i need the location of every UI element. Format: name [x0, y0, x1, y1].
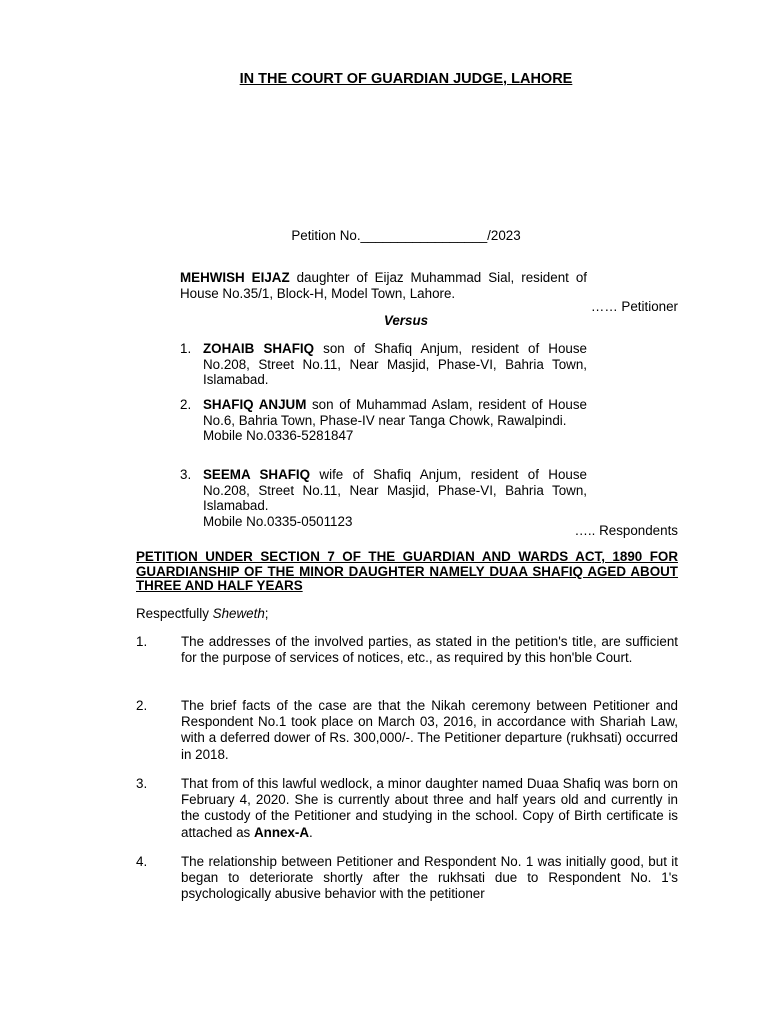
respondent-details: son of Shafiq Anjum, resident of House No.208, Street No.11, Near Masjid, Phase-VI, Bahria Town, Islamabad. — [203, 341, 587, 387]
petitioner-name: MEHWISH EIJAZ — [180, 270, 290, 285]
paragraph — [136, 776, 678, 841]
petitioner-block — [180, 270, 587, 301]
versus-label: Versus — [383, 313, 429, 328]
salutation-prefix: Respectfully — [136, 606, 213, 621]
respondent-name: ZOHAIB SHAFIQ — [203, 341, 315, 356]
paragraph-text: The brief facts of the case are that the Nikah ceremony between Petitioner and Respondent No.1 took place on March 03, 2016, in accordance with Shariah Law, with a deferred dower of Rs. 300,000/-. The Petitioner departure (rukhsati) occurred in 2018. — [181, 698, 678, 762]
respondent-number: 3. — [180, 467, 192, 482]
respondent-name: SEEMA SHAFIQ — [203, 467, 311, 482]
respondent-item — [180, 397, 587, 444]
paragraph-text: The addresses of the involved parties, as stated in the petition's title, are sufficient for the purpose of services of notices, etc., as required by this hon'ble Court. — [181, 634, 678, 666]
respondent-name: SHAFIQ ANJUM — [203, 397, 307, 412]
respondent-details: son of Muhammad Aslam, resident of House No.6, Bahria Town, Phase-IV near Tanga Chowk, Rawalpindi. — [203, 397, 587, 428]
respondent-details: wife of Shafiq Anjum, resident of House No.208, Street No.11, Near Masjid, Phase-VI, Bahria Town, Islamabad. — [203, 467, 587, 513]
petitioner-details: daughter of Eijaz Muhammad Sial, resident of House No.35/1, Block-H, Model Town, Lahore. — [180, 270, 588, 301]
paragraph-text: The relationship between Petitioner and Respondent No. 1 was initially good, but it began to deteriorate shortly after the rukhsati due to Respondent No. 1's psychologically abusive behavior with the petitioner — [181, 854, 678, 902]
respondent-mobile: Mobile No.0335-0501123 — [203, 513, 353, 529]
paragraph — [136, 634, 678, 666]
petition-heading: PETITION UNDER SECTION 7 OF THE GUARDIAN AND WARDS ACT, 1890 FOR GUARDIANSHIP OF THE MINOR DAUGHTER NAMELY DUAA SHAFIQ AGED ABOUT THREE AND HALF YEARS — [136, 549, 678, 593]
paragraph-number: 2. — [136, 698, 148, 713]
respondent-item — [180, 341, 587, 388]
paragraph-text — [181, 776, 678, 841]
paragraph — [136, 698, 678, 763]
paragraph-body: That from of this lawful wedlock, a minor daughter named Duaa Shafiq was born on February 4, 2020. She is currently about three and half years old and currently in the custody of the Petitioner and studying in the school. Copy of Birth certificate is attached as — [181, 776, 678, 840]
paragraph-number: 4. — [136, 854, 148, 869]
salutation — [136, 606, 269, 622]
court-title: IN THE COURT OF GUARDIAN JUDGE, LAHORE — [239, 71, 573, 87]
paragraph-number: 3. — [136, 776, 148, 791]
petition-number: Petition No._________________/2023 — [291, 228, 521, 243]
petitioner-role: …… Petitioner — [590, 299, 678, 314]
respondent-number: 2. — [180, 397, 192, 412]
salutation-suffix: ; — [264, 606, 269, 621]
respondent-number: 1. — [180, 341, 192, 356]
salutation-word: Sheweth — [212, 606, 265, 621]
annex-label: Annex-A — [253, 824, 310, 840]
respondent-item — [180, 467, 587, 529]
respondents-role: ….. Respondents — [574, 523, 678, 538]
paragraph-number: 1. — [136, 634, 148, 649]
paragraph — [136, 854, 678, 903]
respondent-mobile: Mobile No.0336-5281847 — [203, 428, 354, 443]
paragraph-tail: . — [309, 824, 313, 840]
